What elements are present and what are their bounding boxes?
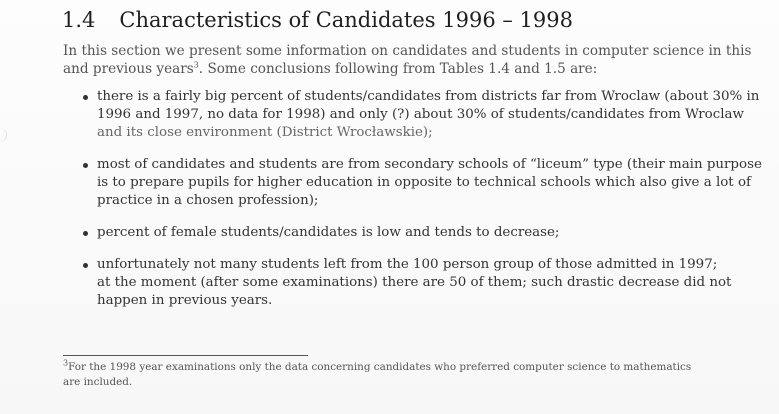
footnote-reference: 3	[193, 60, 199, 70]
footnote-line-2: are included.	[63, 376, 133, 388]
list-item	[83, 256, 732, 310]
list-item-line: percent of female students/candidates is low and tends to decrease;	[97, 225, 560, 240]
section-heading	[62, 8, 573, 32]
list-item-line: there is a fairly big percent of students/candidates from districts far from Wroclaw (about 30% in	[97, 89, 760, 104]
footnote-divider	[63, 355, 308, 356]
list-item-line: practice in a chosen profession);	[97, 193, 319, 208]
section-number: 1.4	[62, 8, 96, 32]
intro-line-2-start: and previous years	[63, 61, 194, 77]
list-item	[83, 88, 760, 142]
bullet-icon	[83, 263, 88, 268]
list-item-line: unfortunately not many students left from the 100 person group of those admitted in 1997;	[97, 257, 718, 272]
list-item-line: 1996 and 1997, no data for 1998) and only (?) about 30% of students/candidates from Wroclaw	[97, 107, 744, 122]
list-item-line: is to prepare pupils for higher education in opposite to technical schools which also give a lot of	[97, 175, 751, 190]
page-edge-mark	[0, 128, 7, 142]
intro-line-2	[63, 60, 683, 78]
footnote	[63, 358, 692, 390]
list-item-line: at the moment (after some examinations) there are 50 of them; such drastic decrease did not	[97, 275, 732, 290]
bullet-icon	[83, 231, 88, 236]
intro-line-2-end: . Some conclusions following from Tables 1.4 and 1.5 are:	[198, 61, 598, 77]
list-item-line: and its close environment (District Wrocławskie);	[97, 125, 433, 140]
footnote-text-1: For the 1998 year examinations only the data concerning candidates who preferred computer science to mathematics	[68, 361, 692, 373]
intro-line-1: In this section we present some information on candidates and students in computer science in this	[63, 43, 752, 59]
intro-paragraph	[63, 42, 752, 78]
list-item-text	[97, 156, 762, 210]
footnote-line-1	[63, 358, 692, 375]
bullet-icon	[83, 163, 88, 168]
list-item-text	[97, 88, 760, 142]
list-item-line: happen in previous years.	[97, 293, 273, 308]
list-item	[83, 156, 762, 210]
bullet-icon	[83, 95, 88, 100]
list-item-text	[97, 224, 683, 242]
list-item-text	[97, 256, 732, 310]
section-title: Characteristics of Candidates 1996 – 1998	[119, 8, 573, 32]
conclusions-list	[83, 88, 762, 324]
footnote-mark: 3	[63, 358, 69, 368]
list-item-line: most of candidates and students are from secondary schools of “liceum” type (their main purpose	[97, 157, 762, 172]
list-item	[83, 224, 683, 242]
